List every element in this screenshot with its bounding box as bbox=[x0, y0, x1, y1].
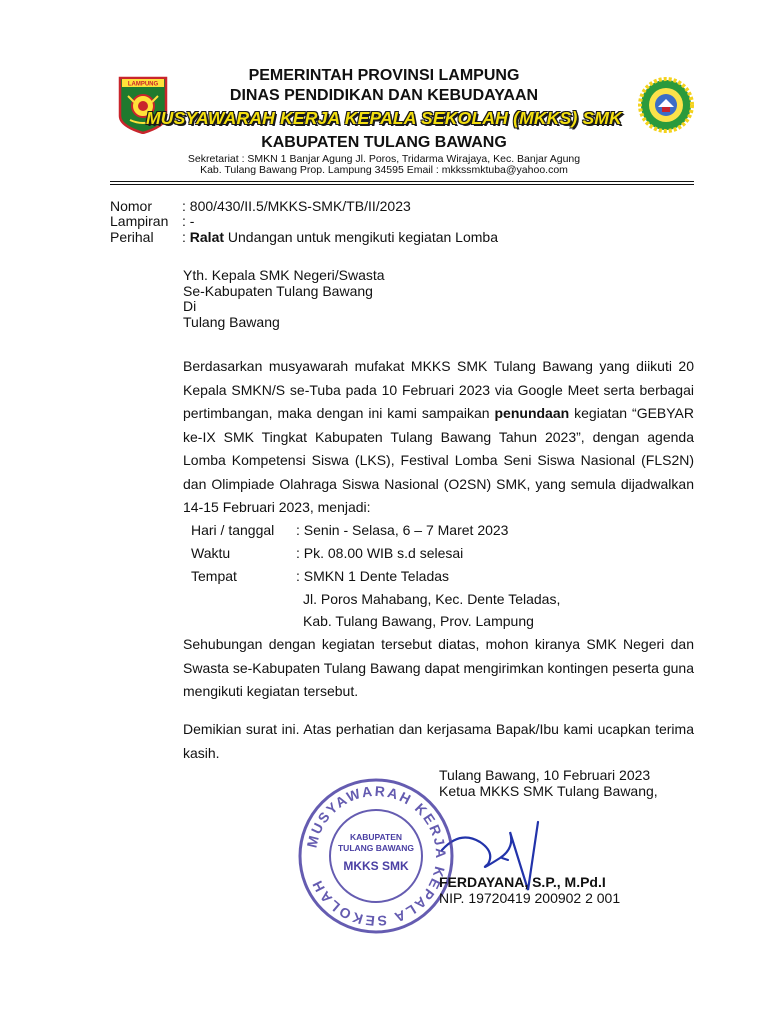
signatory-name: FERDAYANA, S.P., M.Pd.I bbox=[439, 874, 606, 890]
postponement-emphasis: penundaan bbox=[494, 405, 570, 421]
schedule-date-label: Hari / tanggal bbox=[191, 522, 275, 538]
letterhead-divider bbox=[110, 181, 694, 182]
schedule-time-value: : Pk. 08.00 WIB s.d selesai bbox=[296, 545, 464, 561]
svg-text:MUSYAWARAH KERJA KEPALA SEKOLA bbox=[303, 783, 449, 929]
letterhead-divider-thin bbox=[110, 184, 694, 185]
lampiran-value: : - bbox=[182, 213, 195, 229]
perihal-prefix: : bbox=[182, 229, 190, 245]
recipient-line-3: Di bbox=[183, 298, 197, 314]
recipient-line-2: Se-Kabupaten Tulang Bawang bbox=[183, 283, 373, 299]
body-paragraph-2: Sehubungan dengan kegiatan tersebut diatas, mohon kiranya SMK Negeri dan Swasta se-Kabupaten Tulang Bawang dapat mengirimkan kontingen peserta guna mengikuti kegiatan tersebut. bbox=[183, 636, 694, 699]
letterhead-organization: MUSYAWARAH KERJA KEPALA SEKOLAH (MKKS) SMK bbox=[145, 108, 623, 128]
stamp-inner-line-1: KABUPATEN bbox=[349, 832, 403, 842]
letterhead-address: Sekretariat : SMKN 1 Banjar Agung Jl. Poros, Tridarma Wirajaya, Kec. Banjar Agung bbox=[187, 153, 581, 165]
schedule-time-label: Waktu bbox=[191, 545, 231, 561]
letterhead-regency: KABUPATEN TULANG BAWANG bbox=[261, 134, 507, 151]
recipient-line-1: Yth. Kepala SMK Negeri/Swasta bbox=[183, 267, 385, 283]
perihal-label: Perihal bbox=[110, 229, 154, 245]
schedule-place-address-2: Kab. Tulang Bawang, Prov. Lampung bbox=[303, 613, 534, 629]
schedule-place-value: : SMKN 1 Dente Teladas bbox=[296, 568, 450, 584]
lampiran-label: Lampiran bbox=[110, 213, 169, 229]
stamp-inner-line-3: MKKS SMK bbox=[343, 859, 409, 873]
schedule-place-address-1: Jl. Poros Mahabang, Kec. Dente Teladas, bbox=[303, 591, 561, 607]
closing-position: Ketua MKKS SMK Tulang Bawang, bbox=[439, 783, 658, 799]
schedule-date-value: : Senin - Selasa, 6 – 7 Maret 2023 bbox=[296, 522, 509, 538]
stamp-inner-line-2: TULANG BAWANG bbox=[337, 843, 415, 853]
nomor-label: Nomor bbox=[110, 198, 153, 214]
signatory-nip: NIP. 19720419 200902 2 001 bbox=[439, 890, 621, 906]
letterhead-department: DINAS PENDIDIKAN DAN KEBUDAYAAN bbox=[229, 87, 539, 104]
stamp-ring-text: MUSYAWARAH KERJA KEPALA SEKOLAH bbox=[303, 782, 450, 930]
body-paragraph-1 bbox=[183, 355, 694, 520]
recipient-line-4: Tulang Bawang bbox=[183, 314, 280, 330]
perihal-value bbox=[182, 229, 498, 245]
left-logo-caption: LAMPUNG bbox=[127, 81, 159, 88]
schedule-place-label: Tempat bbox=[191, 568, 237, 584]
body-paragraph-3: Demikian surat ini. Atas perhatian dan kerjasama Bapak/Ibu kami ucapkan terima kasih. bbox=[183, 721, 694, 761]
official-stamp bbox=[296, 776, 456, 936]
letterhead-government: PEMERINTAH PROVINSI LAMPUNG bbox=[248, 67, 520, 84]
body-paragraph-1-part-b: kegiatan “GEBYAR ke-IX SMK Tingkat Kabupaten Tulang Bawang Tahun 2023”, dengan agenda Lomba Kompetensi Siswa (LKS), Festival Lomba Seni Siswa Nasional (FLS2N) dan Olimpiade Olahraga Siswa Nasional (O2SN) SMK, yang semula dijadwalkan 14-15 Februari 2023, menjadi: bbox=[183, 405, 695, 515]
nomor-value: : 800/430/II.5/MKKS-SMK/TB/II/2023 bbox=[182, 198, 411, 214]
perihal-subject: Undangan untuk mengikuti kegiatan Lomba bbox=[224, 229, 498, 245]
letterhead-contact: Kab. Tulang Bawang Prop. Lampung 34595 Email : mkkssmktuba@yahoo.com bbox=[200, 164, 568, 176]
body-paragraph-1-part-a: Berdasarkan musyawarah mufakat MKKS SMK Tulang Bawang yang diikuti 20 Kepala SMKN/S se-Tuba pada 10 Februari 2023 via Google Meet serta berbagai pertimbangan, maka dengan ini kami sampaikan bbox=[183, 358, 694, 421]
closing-place-date: Tulang Bawang, 10 Februari 2023 bbox=[439, 767, 651, 783]
perihal-emphasis: Ralat bbox=[189, 229, 225, 245]
